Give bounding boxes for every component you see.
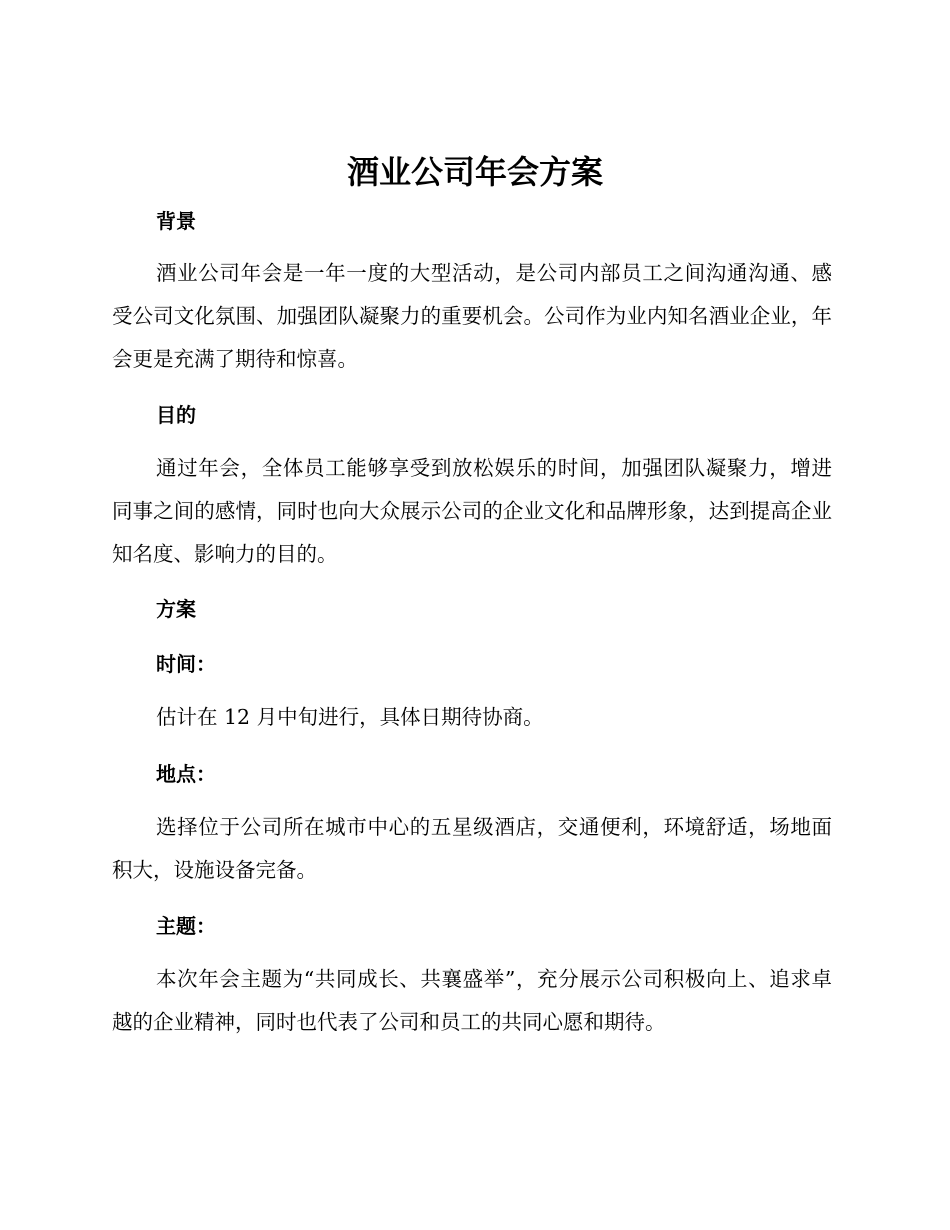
section-body-theme: 本次年会主题为“共同成长、共襄盛举”，充分展示公司积极向上、追求卓越的企业精神，同时也代表了公司和员工的共同心愿和期待。 — [112, 967, 832, 1034]
section-heading-plan: 方案 — [156, 597, 196, 621]
section-heading-background: 背景 — [156, 209, 196, 233]
section-body-time: 估计在 12 月中旬进行，具体日期待协商。 — [156, 705, 544, 729]
section-heading-theme: 主题： — [156, 914, 216, 938]
section-heading-purpose: 目的 — [156, 403, 196, 427]
section-heading-time: 时间： — [156, 652, 216, 676]
document-title: 酒业公司年会方案 — [346, 153, 603, 191]
section-body-location: 选择位于公司所在城市中心的五星级酒店，交通便利，环境舒适，场地面积大，设施设备完备。 — [112, 815, 832, 882]
section-heading-location: 地点： — [156, 762, 216, 786]
section-body-background: 酒业公司年会是一年一度的大型活动，是公司内部员工之间沟通沟通、感受公司文化氛围、加强团队凝聚力的重要机会。公司作为业内知名酒业企业，年会更是充满了期待和惊喜。 — [112, 261, 832, 371]
section-body-purpose: 通过年会，全体员工能够享受到放松娱乐的时间，加强团队凝聚力，增进同事之间的感情，同时也向大众展示公司的企业文化和品牌形象，达到提高企业知名度、影响力的目的。 — [112, 456, 832, 566]
